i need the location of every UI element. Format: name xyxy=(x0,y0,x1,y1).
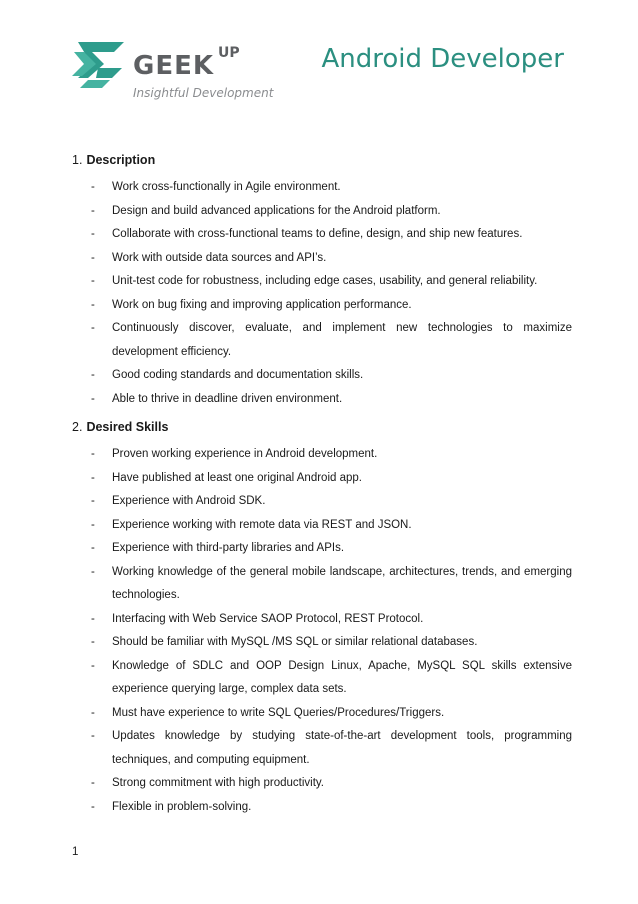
list-item: - Work on bug fixing and improving application performance. xyxy=(91,298,412,311)
list-item: - Work cross-functionally in Agile environment. xyxy=(91,181,341,193)
list-item: - Should be familiar with MySQL /MS SQL or similar relational databases. xyxy=(91,636,478,648)
list-item: - Working knowledge of the general mobile landscape, architectures, trends, and emerging technologies. xyxy=(91,565,572,601)
list-item: - Proven working experience in Android development. xyxy=(91,448,378,460)
list-item: - Have published at least one original Android app. xyxy=(91,471,362,484)
list-item: - Collaborate with cross-functional teams to define, design, and ship new features. xyxy=(91,228,523,240)
section-number: 2. xyxy=(72,420,83,434)
list-item-text: Knowledge of SDLC and OOP Design Linux, Apache, MySQL SQL skills extensive experience querying large, complex data sets. xyxy=(112,659,572,695)
list-item-text: Should be familiar with MySQL /MS SQL or similar relational databases. xyxy=(112,636,478,648)
list-item-text: Interfacing with Web Service SAOP Protocol, REST Protocol. xyxy=(112,612,424,625)
list-item-text: Unit-test code for robustness, including edge cases, usability, and general reliability. xyxy=(112,275,538,287)
brand-tagline: Insightful Development xyxy=(133,86,274,100)
list-item-text: Collaborate with cross-functional teams to define, design, and ship new features. xyxy=(112,228,523,240)
list-item-text: Proven working experience in Android development. xyxy=(112,448,378,460)
section-heading xyxy=(72,150,572,170)
list-item-text: Strong commitment with high productivity. xyxy=(112,777,324,789)
page-header xyxy=(0,0,638,120)
page-number: 1 xyxy=(72,846,79,858)
list-item-text: Working knowledge of the general mobile landscape, architectures, trends, and emerging technologies. xyxy=(112,565,572,601)
list-item: - Continuously discover, evaluate, and implement new technologies to maximize development efficiency. xyxy=(91,322,572,358)
list-item: - Able to thrive in deadline driven environment. xyxy=(91,392,343,405)
list-item: - Must have experience to write SQL Queries/Procedures/Triggers. xyxy=(91,706,445,719)
description-list xyxy=(72,176,572,411)
section-description xyxy=(72,150,572,411)
list-item: - Good coding standards and documentation skills. xyxy=(91,369,364,381)
list-item-text: Good coding standards and documentation skills. xyxy=(112,369,364,381)
list-item-text: Able to thrive in deadline driven environment. xyxy=(112,392,343,405)
list-item-text: Have published at least one original Android app. xyxy=(112,471,362,484)
list-item: - Knowledge of SDLC and OOP Design Linux, Apache, MySQL SQL skills extensive experience querying large, complex data sets. xyxy=(91,659,572,695)
list-item-text: Experience with Android SDK. xyxy=(112,495,266,507)
list-item-text: Continuously discover, evaluate, and implement new technologies to maximize development efficiency. xyxy=(112,322,572,358)
list-item: - Unit-test code for robustness, including edge cases, usability, and general reliability. xyxy=(91,275,538,287)
list-item: - Experience working with remote data via REST and JSON. xyxy=(91,518,412,531)
list-item: - Design and build advanced applications for the Android platform. xyxy=(91,204,441,217)
section-desired-skills xyxy=(72,417,572,819)
skills-list xyxy=(72,443,572,819)
brand-superscript: UP xyxy=(218,45,240,61)
geekup-logo-mark-icon xyxy=(70,38,130,90)
list-item-text: Experience with third-party libraries and APIs. xyxy=(112,542,345,554)
company-logo xyxy=(70,38,285,108)
list-item-text: Design and build advanced applications for the Android platform. xyxy=(112,204,441,217)
list-item: - Experience with Android SDK. xyxy=(91,495,266,507)
list-item: - Work with outside data sources and API’s. xyxy=(91,251,327,264)
section-number: 1. xyxy=(72,153,83,167)
list-item: - Updates knowledge by studying state-of-the-art development tools, programming techniques, and computing equipment. xyxy=(91,730,572,766)
document-title: Android Developer xyxy=(321,44,564,74)
section-title: Description xyxy=(86,153,156,167)
section-title: Desired Skills xyxy=(86,420,169,434)
list-item-text: Updates knowledge by studying state-of-the-art development tools, programming techniques, and computing equipment. xyxy=(112,730,572,766)
list-item-text: Flexible in problem-solving. xyxy=(112,800,252,813)
list-item: - Experience with third-party libraries and APIs. xyxy=(91,542,345,554)
list-item: - Interfacing with Web Service SAOP Protocol, REST Protocol. xyxy=(91,612,424,625)
section-heading xyxy=(72,417,572,437)
list-item: - Strong commitment with high productivity. xyxy=(91,777,324,789)
list-item-text: Experience working with remote data via REST and JSON. xyxy=(112,518,412,531)
brand-name: GEEK xyxy=(133,51,215,81)
document-body xyxy=(72,150,572,819)
list-item-text: Work on bug fixing and improving application performance. xyxy=(112,298,412,311)
list-item: - Flexible in problem-solving. xyxy=(91,800,252,813)
list-item-text: Work cross-functionally in Agile environment. xyxy=(112,181,341,193)
list-item-text: Work with outside data sources and API’s. xyxy=(112,251,327,264)
list-item-text: Must have experience to write SQL Queries/Procedures/Triggers. xyxy=(112,706,445,719)
